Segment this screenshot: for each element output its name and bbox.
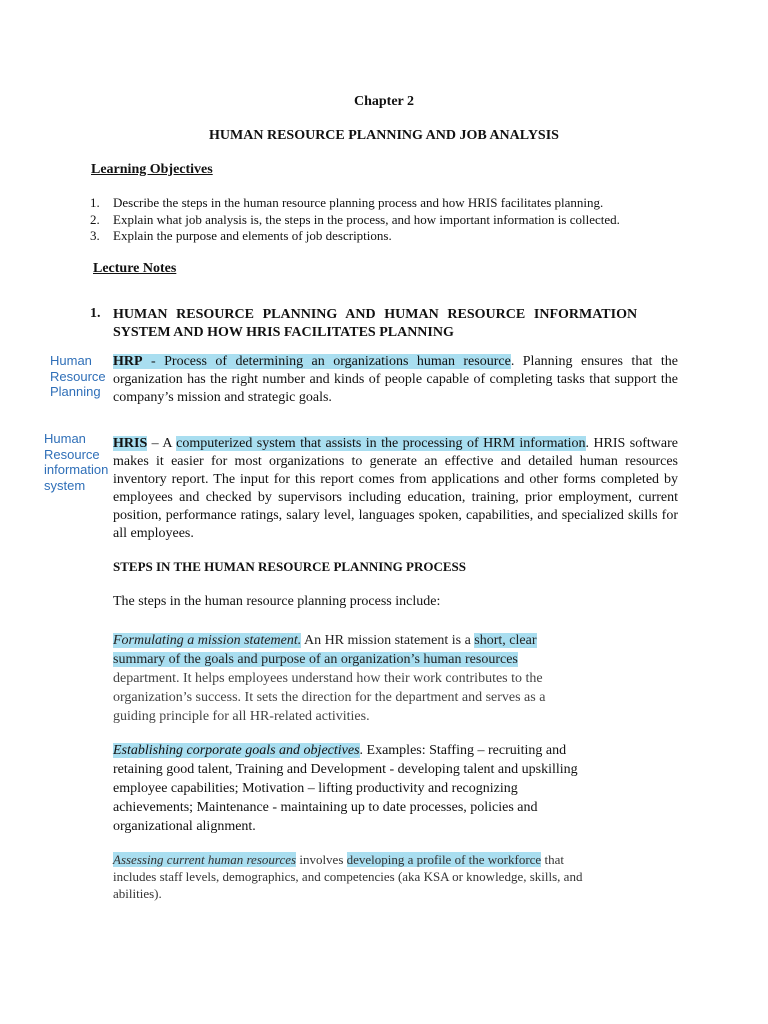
objective-item: 2. Explain what job analysis is, the steps in the process, and how important information is collected.: [90, 211, 620, 227]
hris-term: HRIS: [113, 436, 148, 451]
objective-item: 3. Explain the purpose and elements of job descriptions.: [90, 228, 392, 243]
lecture-notes-heading: Lecture Notes: [93, 261, 177, 276]
section-title: HUMAN RESOURCE PLANNING AND HUMAN RESOURCE INFORMATION SYSTEM AND HOW HRIS FACILITATES PLANNING: [113, 307, 638, 340]
hrp-term: HRP: [113, 354, 143, 369]
document-title: HUMAN RESOURCE PLANNING AND JOB ANALYSIS: [209, 128, 559, 143]
mission-paragraph: Formulating a mission statement. An HR mission statement is a short, clear summary of the goals and purpose of an organization’s human resources department. It helps employees understand how their work contributes to the organization’s success. It sets the direction for the department and serves as a guiding principle for all HR-related activities.: [113, 633, 546, 724]
hris-definition: computerized system that assists in the processing of HRM information: [176, 436, 586, 451]
hris-paragraph: HRIS – A computerized system that assists in the processing of HRM information. HRIS software makes it easier for most organizations to generate an effective and detailed human resources inventory report. The input for this report comes from applications and other forms completed by employees and checked by supervisors including education, training, prior employment, current position, performance ratings, salary level, languages spoken, capabilities, and specialized skills for all employees.: [113, 436, 678, 541]
assessing-paragraph: Assessing current human resources involves developing a profile of the workforce that includes staff levels, demographics, and competencies (aka KSA or knowledge, skills, and abilities).: [113, 852, 583, 901]
assessing-term: Assessing current human resources: [113, 852, 297, 867]
objective-item: 1. Describe the steps in the human resource planning process and how HRIS facilitates planning.: [90, 195, 604, 210]
margin-note-hrp: Human Resource Planning: [50, 353, 106, 399]
learning-objectives-heading: Learning Objectives: [91, 162, 213, 177]
section-number: 1.: [90, 306, 101, 321]
goals-term: Establishing corporate goals and objectives: [113, 743, 360, 758]
hrp-definition: - Process of determining an organizations human resource: [142, 354, 511, 369]
goals-paragraph: Establishing corporate goals and objectives. Examples: Staffing – recruiting and retaining good talent, Training and Development - developing talent and upskilling employee capabilities; Motivation – lifting productivity and recognizing achievements; Maintenance - maintaining up to date processes, policies and organizational alignment.: [113, 743, 578, 834]
margin-note-hris: Human Resource information system: [44, 431, 109, 493]
hrp-paragraph: HRP - Process of determining an organizations human resource. Planning ensures that the organization has the right number and kinds of people capable of completing tasks that support the company’s mission and strategic goals.: [113, 354, 678, 405]
mission-term: Formulating a mission statement.: [113, 633, 302, 648]
steps-intro: The steps in the human resource planning process include:: [113, 594, 441, 609]
steps-heading: STEPS IN THE HUMAN RESOURCE PLANNING PROCESS: [113, 559, 466, 574]
chapter-label: Chapter 2: [353, 94, 415, 109]
learning-objectives-list: [90, 195, 690, 245]
